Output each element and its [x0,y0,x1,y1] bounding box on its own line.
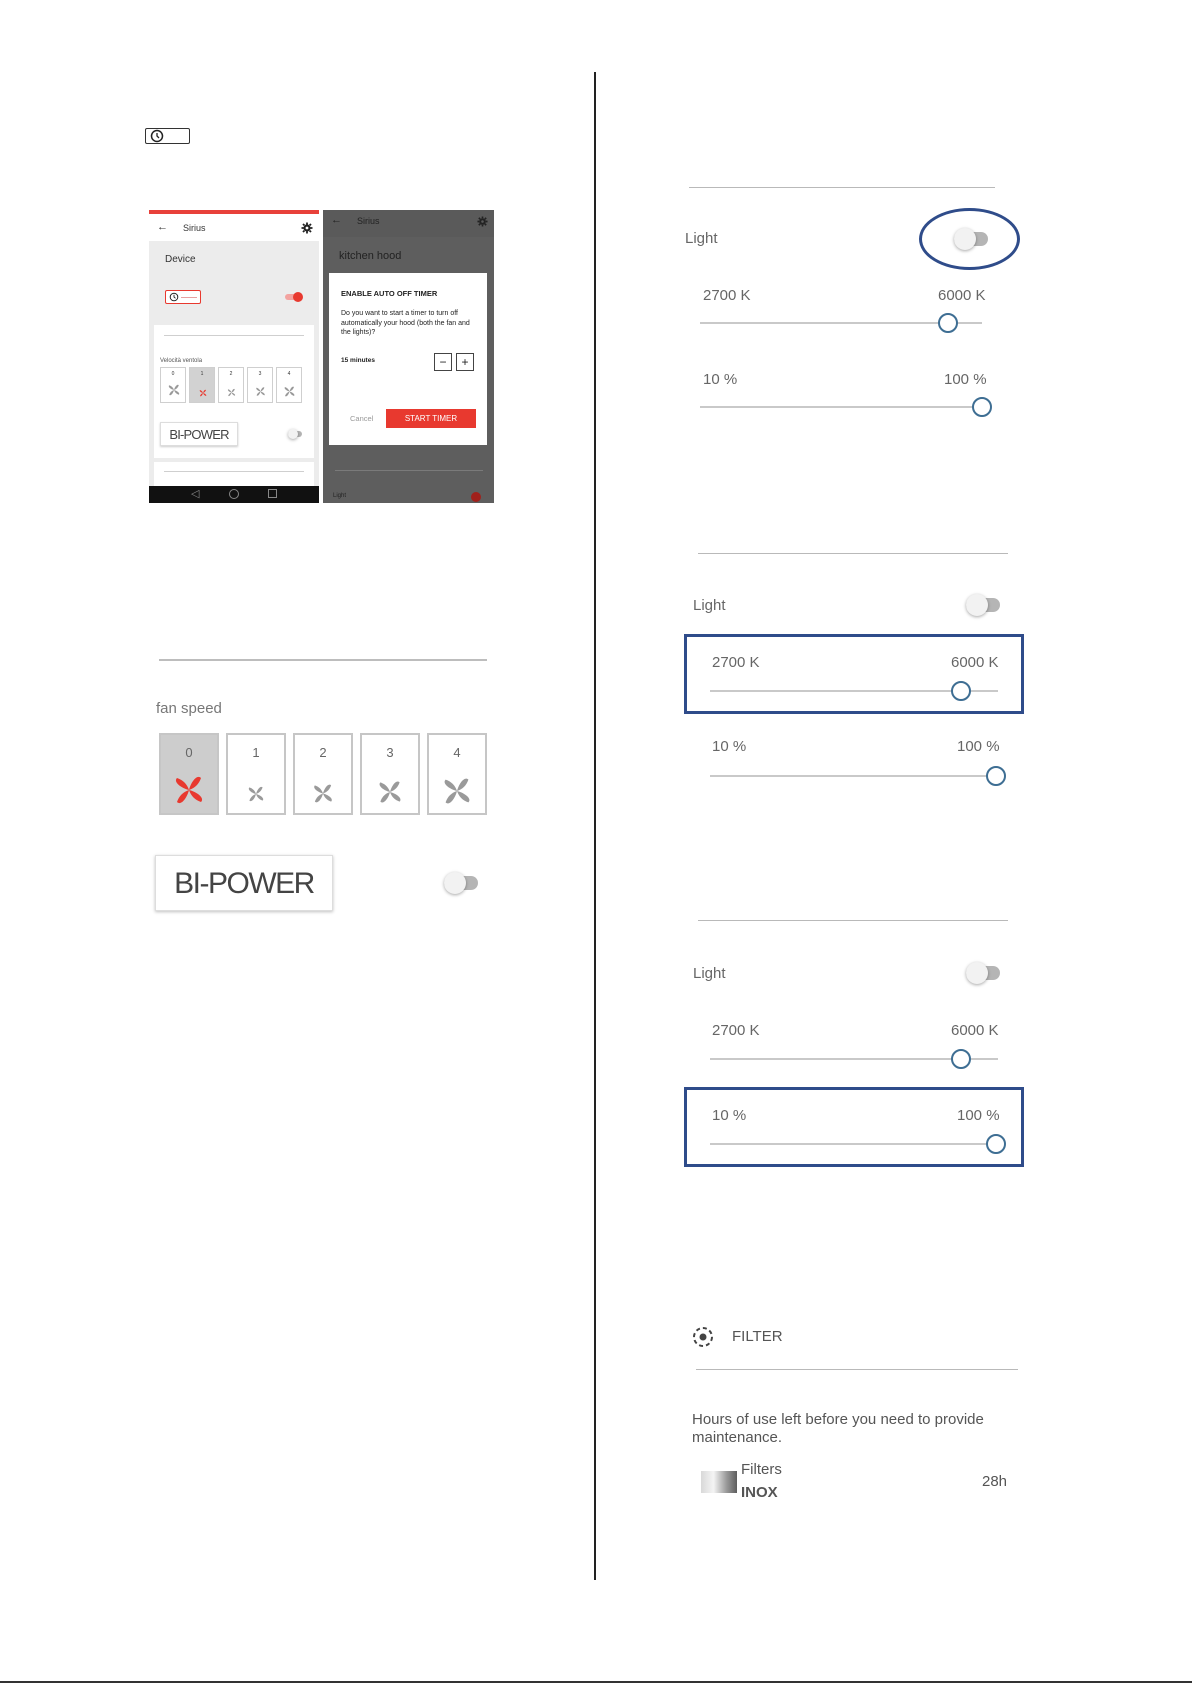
light3-bright-thumb[interactable] [986,1134,1006,1154]
page-bottom-rule [0,1681,1192,1683]
brightness-highlight [684,1087,1024,1167]
toggle-highlight [919,208,1020,270]
fan-level-4[interactable]: 4 [427,733,487,815]
clock-icon [169,292,179,302]
temperature-highlight [684,634,1024,714]
fan-speed-label: fan speed [156,700,222,717]
android-nav-bar [149,486,319,503]
column-divider [594,72,596,1580]
light1-temp-min: 2700 K [703,287,751,304]
light3-bright-slider[interactable] [710,1143,998,1145]
fan-icon [374,776,406,808]
nav-home-icon[interactable] [229,489,239,499]
clock-icon [149,129,165,143]
decrease-timer-button[interactable]: − [434,353,452,371]
fan-icon [310,780,337,807]
fan-level-0[interactable]: 0 [160,367,186,403]
back-arrow-icon[interactable]: ← [331,214,342,226]
light1-bright-slider[interactable] [700,406,982,408]
increase-timer-button[interactable]: + [456,353,474,371]
filter-title: FILTER [732,1328,783,1345]
filter-divider [696,1369,1018,1370]
card-stub [154,462,314,486]
fan-icon [169,770,209,810]
fan-level-3[interactable]: 3 [247,367,273,403]
fan-icon [198,388,208,398]
device-card-title: Device [165,254,196,265]
fan-section-divider [159,659,487,661]
phone-screenshot-device [149,210,319,503]
fan-level-3[interactable]: 3 [360,733,420,815]
light1-bright-max: 100 % [944,371,987,388]
filter-item-type: INOX [741,1484,778,1501]
app-bar [149,214,319,241]
start-timer-button[interactable]: START TIMER [386,409,476,428]
light1-bright-min: 10 % [703,371,738,388]
light2-bright-thumb[interactable] [986,766,1006,786]
light-toggle-indicator[interactable] [471,492,481,502]
fan-icon [226,387,237,398]
device-name: kitchen hood [339,250,402,262]
filter-hours: 28h [982,1473,1008,1490]
dialog-title: ENABLE AUTO OFF TIMER [341,289,438,298]
app-bar [323,210,494,237]
fan-level-2[interactable]: 2 [218,367,244,403]
light3-temp-max: 6000 K [951,1022,999,1039]
gear-icon[interactable] [301,222,313,234]
timer-value: 15 minutes [341,357,375,364]
phone-screenshot-timer-dialog [323,210,494,503]
fan-icon [282,384,297,399]
timer-button[interactable] [165,290,201,304]
fan-level-0[interactable]: 0 [159,733,219,815]
bipower-badge[interactable]: BI-POWER [160,422,238,446]
dialog-body: Do you want to start a timer to turn off automatically your hood (both the fan and the lights)? [341,310,470,336]
app-title: Sirius [183,223,206,233]
filter-item-name: Filters [741,1461,782,1478]
filter-description: Hours of use left before you need to provide maintenance. [692,1411,984,1446]
timer-chip [145,128,190,144]
light1-temp-max: 6000 K [938,287,986,304]
light-label: Light [333,493,347,499]
fan-level-1[interactable]: 1 [226,733,286,815]
light3-temp-thumb[interactable] [951,1049,971,1069]
light1-label: Light [685,230,718,247]
light1-temp-thumb[interactable] [938,313,958,333]
light3-bright-min: 10 % [712,1107,747,1124]
light3-divider [698,920,1008,921]
cancel-button[interactable]: Cancel [350,414,374,423]
fan-icon [254,385,267,398]
light2-bright-min: 10 % [712,738,747,755]
fan-speed-label: Velocità ventola [160,358,203,364]
fan-level-2[interactable]: 2 [293,733,353,815]
back-arrow-icon[interactable]: ← [157,221,168,233]
nav-back-icon[interactable]: ◁ [191,488,200,500]
fan-icon [438,772,476,810]
filter-thumbnail [701,1471,737,1493]
app-title: Sirius [357,216,380,226]
fan-level-1[interactable]: 1 [189,367,215,403]
light1-divider [689,187,995,188]
fan-icon [166,382,182,398]
light1-bright-thumb[interactable] [972,397,992,417]
light2-temp-max: 6000 K [951,654,999,671]
light2-temp-min: 2700 K [712,654,760,671]
light2-bright-slider[interactable] [710,775,998,777]
light3-bright-max: 100 % [957,1107,1000,1124]
auto-off-timer-dialog [329,273,487,445]
filter-settings-icon [691,1325,715,1349]
fan-level-4[interactable]: 4 [276,367,302,403]
light2-divider [698,553,1008,554]
light3-temp-min: 2700 K [712,1022,760,1039]
nav-recent-icon[interactable] [268,489,277,498]
light3-label: Light [693,965,726,982]
bipower-badge[interactable]: BI-POWER [155,855,333,911]
gear-icon[interactable] [477,216,488,227]
light2-bright-max: 100 % [957,738,1000,755]
fan-icon [245,783,267,805]
light2-temp-thumb[interactable] [951,681,971,701]
fan-card [154,325,314,458]
light2-label: Light [693,597,726,614]
